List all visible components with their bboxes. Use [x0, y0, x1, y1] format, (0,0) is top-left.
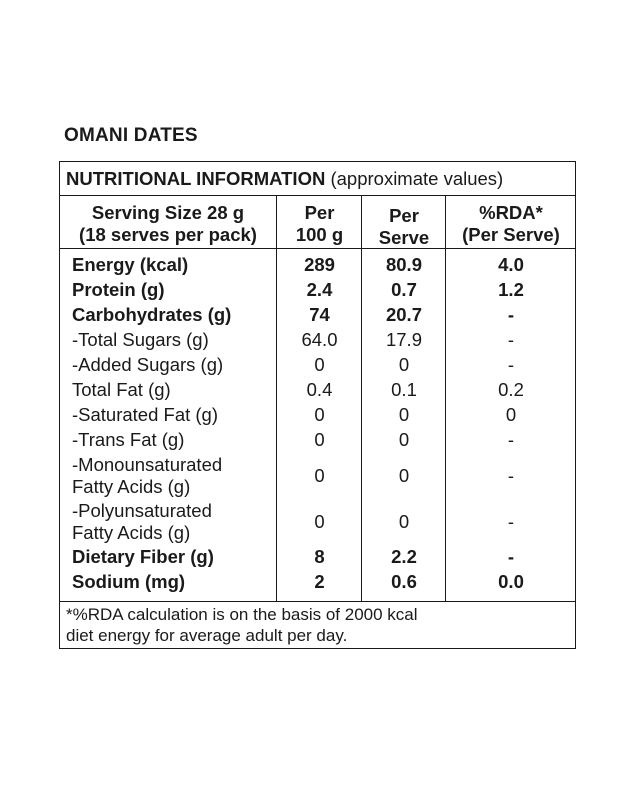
nutrient-name: Total Fat (g) [72, 379, 171, 400]
value-per-100g: 0 [314, 465, 325, 486]
column-header-per-100g [277, 202, 362, 246]
nutrient-name: Carbohydrates (g) [72, 304, 232, 325]
nutrient-name: Dietary Fiber (g) [72, 546, 214, 567]
column-header-line: 100 g [295, 224, 344, 245]
column-header-per-serve [362, 205, 446, 249]
value-rda: 0 [505, 404, 517, 425]
value-per-serve: 0 [398, 404, 410, 425]
rda-footnote [66, 604, 566, 646]
value-per-100g: 0.4 [306, 379, 333, 400]
value-rda: - [507, 429, 515, 450]
column-header-rda [446, 202, 576, 246]
nutrient-name: -Added Sugars (g) [72, 354, 224, 375]
value-per-100g: 8 [314, 546, 325, 567]
nutrient-name [72, 454, 222, 498]
column-header-line: Per [389, 205, 419, 226]
nutrient-name: -Trans Fat (g) [72, 429, 185, 450]
value-per-serve: 0.1 [391, 379, 417, 400]
header-divider [60, 248, 575, 249]
value-per-100g: 2.4 [306, 279, 333, 300]
value-per-serve: 2.2 [391, 546, 417, 567]
value-rda: - [507, 465, 515, 486]
value-per-serve: 80.9 [385, 254, 422, 275]
value-per-serve: 20.7 [385, 304, 422, 325]
value-per-100g: 2 [314, 571, 325, 592]
nutrient-name-line: -Monounsaturated [72, 454, 223, 475]
nutrient-name-line: Fatty Acids (g) [72, 476, 191, 497]
value-rda: - [507, 511, 515, 532]
value-per-100g: 74 [309, 304, 330, 325]
value-per-100g: 0 [314, 429, 325, 450]
nutrient-name: Sodium (mg) [72, 571, 186, 592]
nutrient-name-line: -Polyunsaturated [72, 500, 212, 521]
footnote-line: *%RDA calculation is on the basis of 2000 kcal [66, 605, 418, 624]
value-per-serve: 0 [398, 354, 410, 375]
product-title: OMANI DATES [64, 125, 198, 146]
value-per-serve: 0 [398, 465, 410, 486]
value-per-serve: 0.7 [391, 279, 417, 300]
column-header-line: Per [304, 202, 335, 223]
value-per-serve: 0 [398, 429, 410, 450]
value-rda: - [507, 304, 515, 325]
serves-per-pack-label: (18 serves per pack) [79, 224, 257, 245]
panel-heading [60, 162, 575, 196]
value-per-100g: 64.0 [301, 329, 338, 350]
footnote-divider [60, 601, 575, 602]
nutrition-panel [59, 161, 576, 649]
value-rda: - [507, 354, 515, 375]
value-per-serve: 0 [398, 511, 410, 532]
column-header-serving [60, 202, 276, 246]
nutrient-name: -Saturated Fat (g) [72, 404, 219, 425]
value-per-100g: 289 [304, 254, 335, 275]
column-header-line: %RDA* [479, 202, 543, 223]
nutrient-name: Protein (g) [72, 279, 165, 300]
column-header-line: (Per Serve) [462, 224, 560, 245]
nutrient-name [72, 500, 212, 544]
column-header-line: Serve [378, 227, 430, 248]
value-per-serve: 17.9 [385, 329, 422, 350]
value-per-serve: 0.6 [391, 571, 417, 592]
serving-size-label: Serving Size 28 g [91, 202, 245, 223]
nutrient-name-line: Fatty Acids (g) [72, 522, 191, 543]
value-per-100g: 0 [314, 404, 325, 425]
value-rda: 1.2 [498, 279, 524, 300]
nutrient-name: -Total Sugars (g) [72, 329, 209, 350]
value-rda: - [507, 329, 515, 350]
footnote-line: diet energy for average adult per day. [66, 626, 348, 645]
value-rda: - [507, 546, 515, 567]
value-rda: 0.2 [498, 379, 524, 400]
value-rda: 4.0 [498, 254, 524, 275]
nutrient-name: Energy (kcal) [72, 254, 189, 275]
value-per-100g: 0 [314, 354, 325, 375]
value-rda: 0.0 [498, 571, 524, 592]
panel-heading-note: (approximate values) [330, 168, 504, 189]
value-per-100g: 0 [314, 511, 325, 532]
panel-heading-title: NUTRITIONAL INFORMATION [66, 168, 326, 189]
